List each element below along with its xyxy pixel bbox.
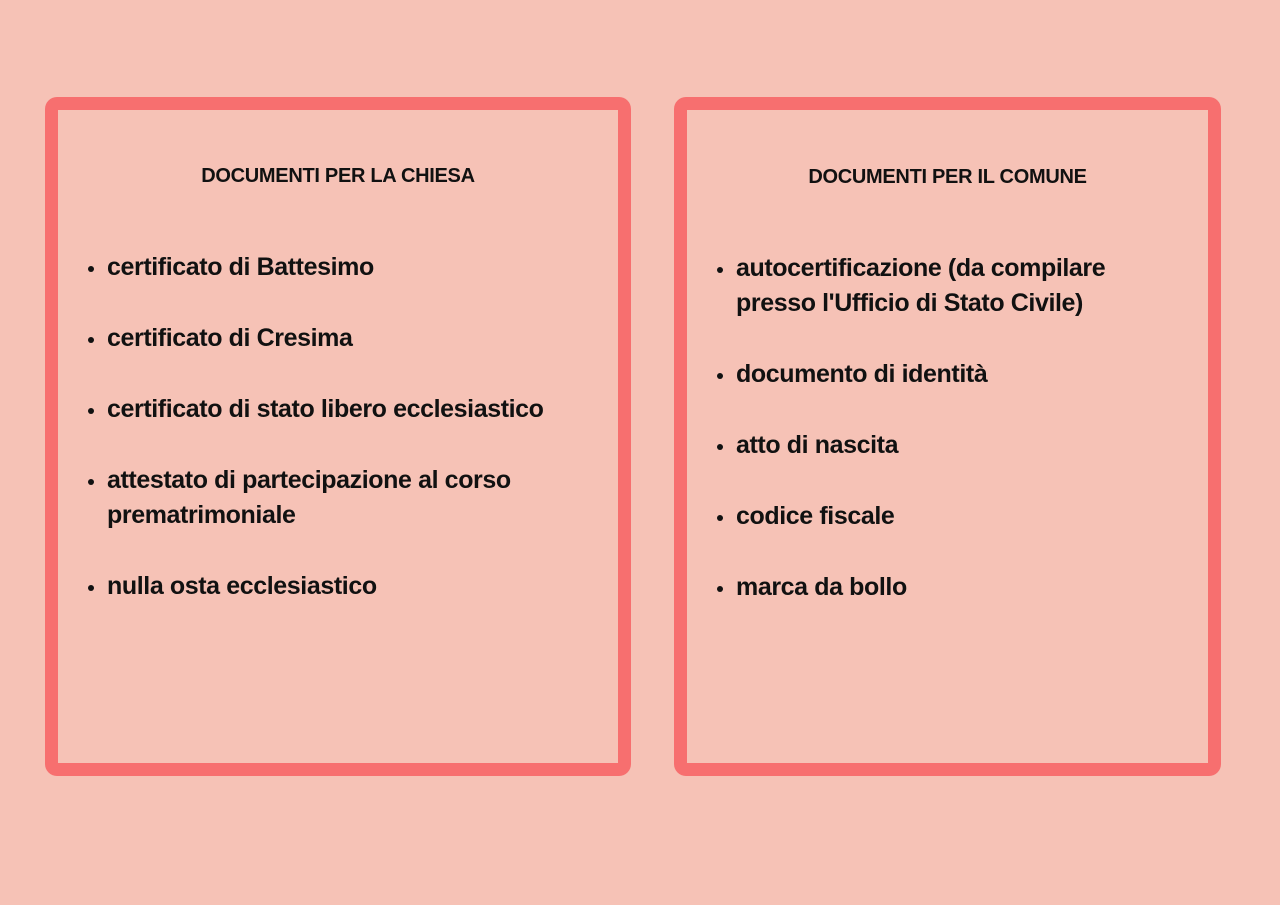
- list-item: atto di nascita: [736, 428, 1176, 463]
- comune-documents-title: DOCUMENTI PER IL COMUNE: [808, 166, 1087, 188]
- comune-documents-list: [687, 251, 1176, 641]
- church-documents-title: DOCUMENTI PER LA CHIESA: [201, 165, 475, 187]
- list-item: certificato di stato libero ecclesiastico: [107, 392, 587, 427]
- list-item: documento di identità: [736, 357, 1176, 392]
- list-item: certificato di Cresima: [107, 321, 587, 356]
- comune-documents-card: [674, 97, 1221, 776]
- list-item: nulla osta ecclesiastico: [107, 569, 587, 604]
- list-item: certificato di Battesimo: [107, 250, 587, 285]
- list-item: codice fiscale: [736, 499, 1176, 534]
- list-item: autocertificazione (da compilare presso l'Ufficio di Stato Civile): [736, 251, 1176, 321]
- church-documents-card: [45, 97, 631, 776]
- list-item: attestato di partecipazione al corso prematrimoniale: [107, 463, 587, 533]
- church-documents-list: [58, 250, 587, 640]
- list-item: marca da bollo: [736, 570, 1176, 605]
